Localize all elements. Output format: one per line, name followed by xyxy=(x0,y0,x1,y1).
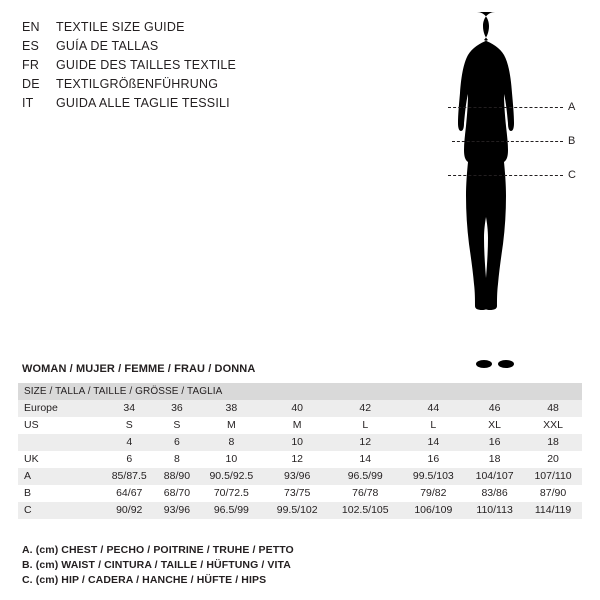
cell: 99.5/103 xyxy=(402,468,466,485)
figure-area xyxy=(400,8,590,368)
cell: 87/90 xyxy=(524,485,582,502)
cell: 4 xyxy=(102,434,156,451)
language-code-de: DE xyxy=(22,77,40,91)
cell: 14 xyxy=(329,451,402,468)
cell: 99.5/102 xyxy=(265,502,329,519)
table-row xyxy=(18,502,582,519)
cell: 114/119 xyxy=(524,502,582,519)
cell: 38 xyxy=(197,400,265,417)
table-row xyxy=(18,434,582,451)
cell: 73/75 xyxy=(265,485,329,502)
cell: M xyxy=(265,417,329,434)
language-code-it: IT xyxy=(22,96,34,110)
cell: 6 xyxy=(156,434,197,451)
language-code-fr: FR xyxy=(22,58,40,72)
cell: 106/109 xyxy=(402,502,466,519)
row-label-b: B xyxy=(18,485,102,502)
title-row-it xyxy=(22,94,352,113)
cell: S xyxy=(102,417,156,434)
row-label-europe: Europe xyxy=(18,400,102,417)
table-row xyxy=(18,485,582,502)
section-header-woman: WOMAN / MUJER / FEMME / FRAU / DONNA xyxy=(22,363,256,375)
cell: M xyxy=(197,417,265,434)
cell: 48 xyxy=(524,400,582,417)
cell: 10 xyxy=(265,434,329,451)
cell: 90.5/92.5 xyxy=(197,468,265,485)
cell: XXL xyxy=(524,417,582,434)
cell: 40 xyxy=(265,400,329,417)
title-row-fr xyxy=(22,56,352,75)
title-row-es xyxy=(22,37,352,56)
cell: 10 xyxy=(197,451,265,468)
cell: 18 xyxy=(465,451,524,468)
row-label-a: A xyxy=(18,468,102,485)
row-label-us-numeric xyxy=(18,434,102,451)
cell: 8 xyxy=(156,451,197,468)
cell: 93/96 xyxy=(265,468,329,485)
size-table xyxy=(18,383,582,519)
title-text-de: TEXTILGRÖßENFÜHRUNG xyxy=(56,77,219,91)
title-row-en xyxy=(22,18,352,37)
cell: 96.5/99 xyxy=(329,468,402,485)
table-row xyxy=(18,417,582,434)
cell: 76/78 xyxy=(329,485,402,502)
cell: 83/86 xyxy=(465,485,524,502)
title-row-de xyxy=(22,75,352,94)
note-b: B. (cm) WAIST / CINTURA / TAILLE / HÜFTUNG / VITA xyxy=(22,559,291,571)
cell: 16 xyxy=(465,434,524,451)
cell: 96.5/99 xyxy=(197,502,265,519)
cell: 88/90 xyxy=(156,468,197,485)
cell: 46 xyxy=(465,400,524,417)
title-text-it: GUIDA ALLE TAGLIE TESSILI xyxy=(56,96,230,110)
cell: 44 xyxy=(402,400,466,417)
cell: L xyxy=(329,417,402,434)
cell: L xyxy=(402,417,466,434)
cell: 34 xyxy=(102,400,156,417)
cell: 110/113 xyxy=(465,502,524,519)
cell: 90/92 xyxy=(102,502,156,519)
measure-label-a: A xyxy=(568,101,576,113)
measure-line-a xyxy=(448,107,563,108)
note-a: A. (cm) CHEST / PECHO / POITRINE / TRUHE / PETTO xyxy=(22,544,294,556)
cell: 12 xyxy=(329,434,402,451)
cell: 93/96 xyxy=(156,502,197,519)
language-code-en: EN xyxy=(22,20,40,34)
cell: 85/87.5 xyxy=(102,468,156,485)
cell: 64/67 xyxy=(102,485,156,502)
cell: 42 xyxy=(329,400,402,417)
cell: 6 xyxy=(102,451,156,468)
row-label-uk: UK xyxy=(18,451,102,468)
cell: XL xyxy=(465,417,524,434)
cell: 36 xyxy=(156,400,197,417)
cell: 12 xyxy=(265,451,329,468)
title-block xyxy=(22,18,352,113)
cell: 18 xyxy=(524,434,582,451)
title-text-en: TEXTILE SIZE GUIDE xyxy=(56,20,185,34)
table-row xyxy=(18,400,582,417)
table-row xyxy=(18,451,582,468)
table-row xyxy=(18,468,582,485)
row-label-c: C xyxy=(18,502,102,519)
language-code-es: ES xyxy=(22,39,40,53)
cell: 104/107 xyxy=(465,468,524,485)
cell: 68/70 xyxy=(156,485,197,502)
cell: 107/110 xyxy=(524,468,582,485)
cell: 16 xyxy=(402,451,466,468)
cell: 8 xyxy=(197,434,265,451)
cell: 14 xyxy=(402,434,466,451)
note-c: C. (cm) HIP / CADERA / HANCHE / HÜFTE / HIPS xyxy=(22,574,267,586)
cell: 70/72.5 xyxy=(197,485,265,502)
table-header-row xyxy=(18,383,582,400)
measure-line-c xyxy=(448,175,563,176)
measure-label-b: B xyxy=(568,135,576,147)
cell: 20 xyxy=(524,451,582,468)
female-silhouette-icon xyxy=(440,8,550,368)
title-text-fr: GUIDE DES TAILLES TEXTILE xyxy=(56,58,237,72)
measure-label-c: C xyxy=(568,169,576,181)
measurement-notes xyxy=(22,543,294,588)
cell: 102.5/105 xyxy=(329,502,402,519)
title-text-es: GUÍA DE TALLAS xyxy=(56,39,159,53)
cell: 79/82 xyxy=(402,485,466,502)
row-label-us: US xyxy=(18,417,102,434)
measure-line-b xyxy=(452,141,563,142)
cell: S xyxy=(156,417,197,434)
table-header-label: SIZE / TALLA / TAILLE / GRÖSSE / TAGLIA xyxy=(18,383,582,400)
